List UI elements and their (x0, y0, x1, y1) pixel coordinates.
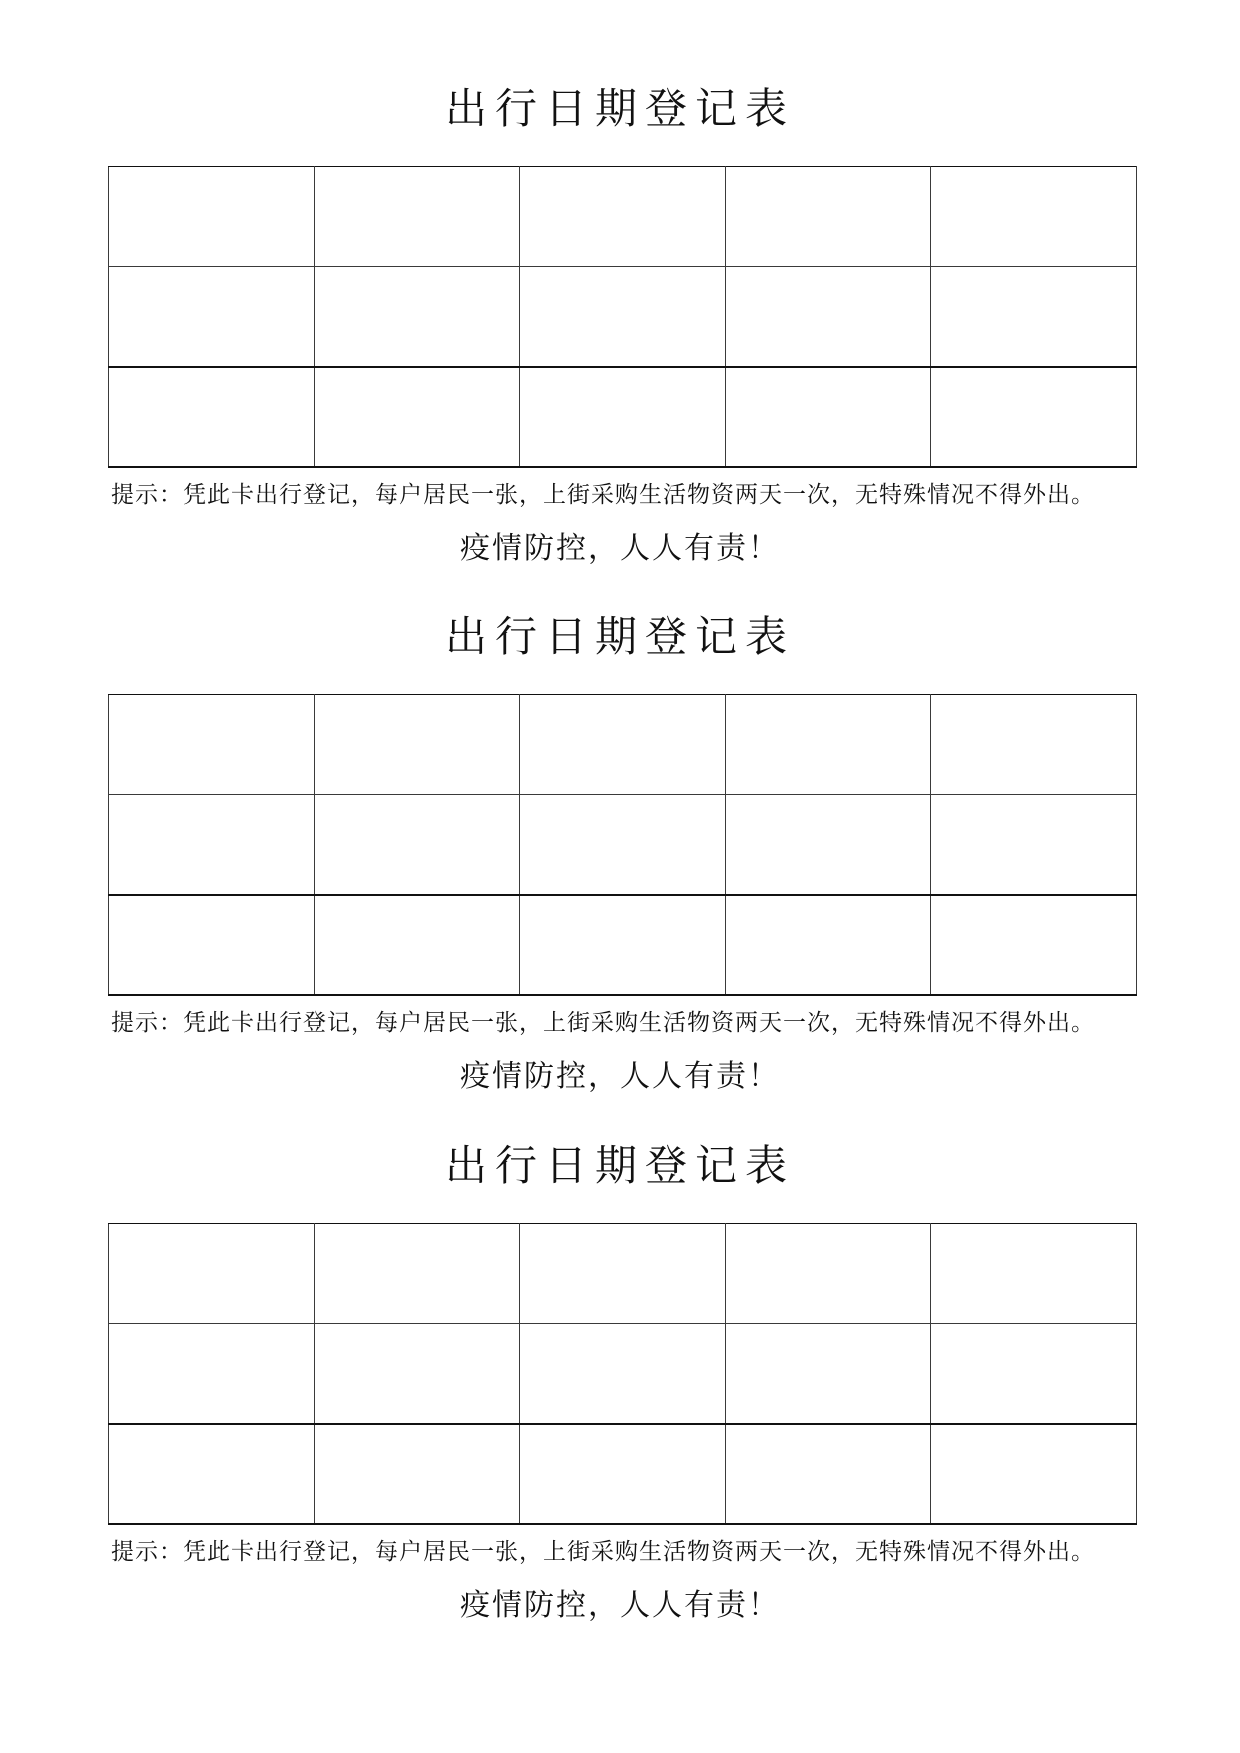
table-cell[interactable] (520, 1224, 726, 1324)
table-cell[interactable] (109, 1424, 315, 1524)
table-cell[interactable] (109, 695, 315, 795)
registration-card (0, 0, 1240, 566)
tip-text: 提示：凭此卡出行登记，每户居民一张，上街采购生活物资两天一次，无特殊情况不得外出。 (111, 1010, 1095, 1036)
travel-date-table (108, 1223, 1137, 1525)
table-cell[interactable] (109, 1224, 315, 1324)
table-cell[interactable] (520, 167, 726, 267)
table-cell[interactable] (520, 267, 726, 367)
table-row (109, 1424, 1137, 1524)
table-cell[interactable] (109, 367, 315, 467)
slogan-text: 疫情防控，人人有责！ (460, 1588, 780, 1623)
travel-date-table (108, 166, 1137, 468)
table-cell[interactable] (725, 167, 931, 267)
table-cell[interactable] (314, 795, 520, 895)
card-title: 出行日期登记表 (444, 1141, 795, 1190)
table-cell[interactable] (314, 367, 520, 467)
table-cell[interactable] (520, 895, 726, 995)
slogan-text: 疫情防控，人人有责！ (460, 531, 780, 566)
table-row (109, 167, 1137, 267)
travel-date-table (108, 694, 1137, 996)
tip-text: 提示：凭此卡出行登记，每户居民一张，上街采购生活物资两天一次，无特殊情况不得外出。 (111, 482, 1095, 508)
table-cell[interactable] (725, 1424, 931, 1524)
table-row (109, 895, 1137, 995)
table-cell[interactable] (931, 267, 1137, 367)
table-row (109, 367, 1137, 467)
table-cell[interactable] (314, 267, 520, 367)
table-cell[interactable] (109, 895, 315, 995)
table-cell[interactable] (109, 267, 315, 367)
table-row (109, 267, 1137, 367)
table-cell[interactable] (725, 695, 931, 795)
table-cell[interactable] (725, 267, 931, 367)
table-cell[interactable] (314, 1224, 520, 1324)
registration-card (0, 528, 1240, 1094)
table-cell[interactable] (314, 695, 520, 795)
card-title: 出行日期登记表 (444, 612, 795, 661)
table-row (109, 1224, 1137, 1324)
table-cell[interactable] (725, 795, 931, 895)
table-row (109, 695, 1137, 795)
table-cell[interactable] (725, 367, 931, 467)
table-cell[interactable] (314, 895, 520, 995)
table-cell[interactable] (314, 1324, 520, 1424)
slogan-text: 疫情防控，人人有责！ (460, 1059, 780, 1094)
table-cell[interactable] (931, 795, 1137, 895)
table-cell[interactable] (931, 695, 1137, 795)
table-cell[interactable] (109, 1324, 315, 1424)
table-cell[interactable] (931, 1324, 1137, 1424)
table-cell[interactable] (931, 367, 1137, 467)
table-cell[interactable] (725, 1324, 931, 1424)
table-cell[interactable] (109, 795, 315, 895)
table-cell[interactable] (520, 1424, 726, 1524)
table-cell[interactable] (931, 1424, 1137, 1524)
table-cell[interactable] (109, 167, 315, 267)
table-row (109, 795, 1137, 895)
table-cell[interactable] (520, 795, 726, 895)
table-row (109, 1324, 1137, 1424)
table-cell[interactable] (725, 1224, 931, 1324)
table-cell[interactable] (520, 695, 726, 795)
table-cell[interactable] (314, 1424, 520, 1524)
table-cell[interactable] (520, 1324, 726, 1424)
card-title: 出行日期登记表 (444, 84, 795, 133)
table-cell[interactable] (931, 167, 1137, 267)
tip-text: 提示：凭此卡出行登记，每户居民一张，上街采购生活物资两天一次，无特殊情况不得外出。 (111, 1539, 1095, 1565)
registration-card (0, 1057, 1240, 1623)
table-cell[interactable] (931, 895, 1137, 995)
table-cell[interactable] (520, 367, 726, 467)
table-cell[interactable] (931, 1224, 1137, 1324)
table-cell[interactable] (725, 895, 931, 995)
table-cell[interactable] (314, 167, 520, 267)
